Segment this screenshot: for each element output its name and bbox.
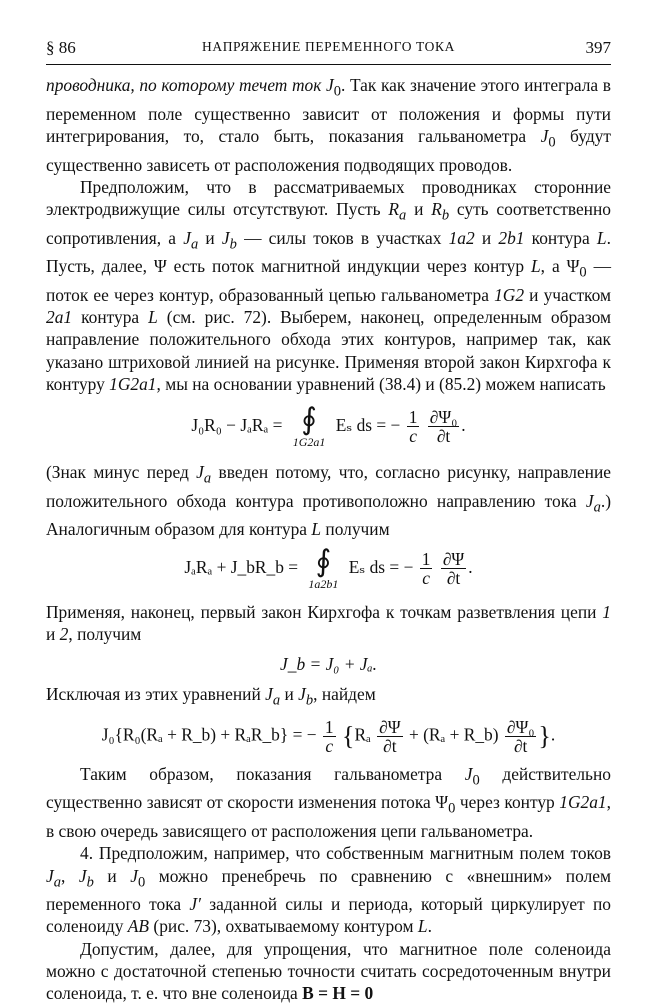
contour-integral-icon: ∮ 1G2a1 [292,402,326,449]
paragraph-2: Предположим, что в рассматриваемых проводниках сторонние электродвижущие силы отсутствуют. Пусть $R_a$ и $R_b$ суть соответственно сопротивления, а $J_a$ и $J_b$ — силы токов в участках 1a2 и 2b1 контура L. Пусть, далее, Ψ есть поток магнитной индукции через контур L, а $\Psi_0$ — поток ее через контур, образованный цепью гальванометра 1G2 и участком 2a1 контура L (см. рис. 72). Выберем, наконец, определенным образом направление положительного обхода этих контуров, например так, как указано штриховой линией на рисунке. Применяя второй закон Кирхгофа к контуру 1G2a1, мы на основании уравнений (38.4) и (85.2) можем написать [46,176,611,394]
paragraph-1: проводника, по которому течет ток $J_0$. Так как значение этого интеграла в переменном поле существенно зависит от положения и формы пути интегрирования, то, стало быть, показания гальванометра $J_0$ будут существенно зависеть от расположения подводящих проводов. [46,75,611,175]
equation-2: JₐRₐ + J_bR_b = ∮ 1a2b1 Eₛ ds = − $\frac{1}{c}$ $\frac{\partial\Psi}{\partial t}$ . [184,544,473,591]
section-number: § 86 [46,38,76,57]
chapter-title: НАПРЯЖЕНИЕ ПЕРЕМЕННОГО ТОКА [202,39,455,54]
paragraph-7: 4. Предположим, например, что собственным магнитным полем токов $J_a$, $J_b$ и $J_0$ можно пренебречь по сравнению с «внешним» полем переменного тока J′ заданной силы и периода, который циркулирует по соленоиду AB (рис. 73), охватываемому контуром L. [46,843,612,937]
page-body [46,74,611,1004]
paragraph-8: Допустим, далее, для упрощения, что магнитное поле соленоида можно с достаточной степенью точности считать сосредоточенным внутри соленоида, т. е. что вне соленоида B = H = 0 [46,938,611,1004]
paragraph-3: (Знак минус перед $J_a$ введен потому, что, согласно рисунку, направление положительного обхода контура противоположно направлению тока $J_a$.) Аналогичным образом для контура L получим [46,461,612,540]
contour-integral-icon: ∮ 1a2b1 [308,544,339,591]
page-number: 397 [585,38,611,57]
equation-4: J₀{R₀(Rₐ + R_b) + RₐR_b} = − $\frac{1}{c}$ {Rₐ $\frac{\partial\Psi}{\partial t}$ + (Rₐ + R_b) $\frac{\text{∂Ψ₀}}{\partial t}$ }. [101,716,556,756]
equation-1: J₀R₀ − JₐRₐ = ∮ 1G2a1 Eₛ ds = − $\frac{1}{c}$ $\frac{\text{∂Ψ₀}}{\partial t}$ . [191,402,466,449]
equation-3: J_b = J₀ + Jₐ. [280,653,377,674]
paragraph-6: Таким образом, показания гальванометра $J_0$ действительно существенно зависят от скорости изменения потока $\Psi_0$ через контур 1G2a1, в свою очередь зависящего от расположения цепи гальванометра. [46,763,611,842]
header-rule [46,64,611,65]
paragraph-5: Исключая из этих уравнений $J_a$ и $J_b$, найдем [46,684,376,709]
running-header [46,38,611,62]
paragraph-4: Применяя, наконец, первый закон Кирхгофа к точкам разветвления цепи 1 и 2, получим [46,601,611,644]
